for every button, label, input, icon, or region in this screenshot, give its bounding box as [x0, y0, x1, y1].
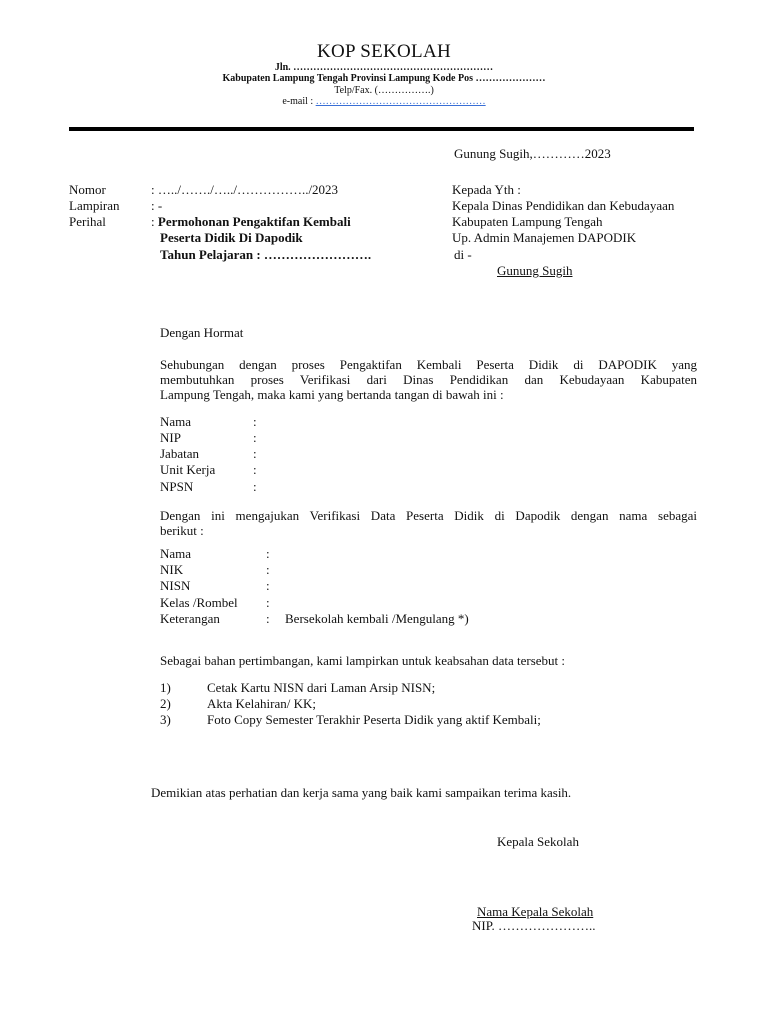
letterhead-district: Kabupaten Lampung Tengah Provinsi Lampung Kode Pos …………………: [222, 73, 546, 84]
lampiran-value: : -: [151, 198, 163, 213]
intro-line: Lampung Tengah, maka kami yang bertanda tangan di bawah ini :: [160, 387, 504, 402]
student-field-colon: :: [266, 562, 270, 577]
attachments-intro: Sebagai bahan pertimbangan, kami lampirkan untuk keabsahan data tersebut :: [160, 653, 566, 668]
recipient-line-1: Kepada Yth :: [452, 182, 521, 197]
perihal-label: Perihal: [69, 214, 106, 229]
signature-name: Nama Kepala Sekolah: [477, 904, 594, 919]
letterhead-divider: [69, 127, 694, 131]
student-field-colon: :: [266, 546, 270, 561]
signer-field-label: Jabatan: [160, 446, 199, 461]
attachment-text: Cetak Kartu NISN dari Laman Arsip NISN;: [207, 680, 436, 695]
student-field-colon: :: [266, 611, 270, 626]
nomor-label: Nomor: [69, 182, 106, 197]
request-line: berikut :: [160, 523, 204, 538]
signer-field-label: Unit Kerja: [160, 462, 216, 477]
perihal-value: [151, 214, 351, 230]
intro-line: membutuhkan proses Verifikasi dari Dinas Pendidikan dan Kebudayaan Kabupaten: [160, 372, 697, 387]
attachment-text: Foto Copy Semester Terakhir Peserta Didik yang aktif Kembali;: [207, 712, 541, 727]
recipient-line-4: Up. Admin Manajemen DAPODIK: [452, 230, 637, 245]
recipient-line-5: di -: [454, 247, 472, 262]
attachment-number: 1): [160, 680, 171, 695]
greeting: Dengan Hormat: [160, 325, 244, 340]
student-field-colon: :: [266, 578, 270, 593]
recipient-line-6: Gunung Sugih: [497, 263, 573, 278]
nomor-value: : …../……./…../……………../2023: [151, 182, 339, 197]
attachment-text: Akta Kelahiran/ KK;: [207, 696, 317, 711]
student-field-label: NIK: [160, 562, 184, 577]
perihal-line-2: Peserta Didik Di Dapodik: [160, 230, 303, 245]
signer-field-label: NPSN: [160, 479, 194, 494]
letterhead-title: KOP SEKOLAH: [316, 41, 452, 62]
email-link[interactable]: ……………………………………………: [315, 96, 486, 107]
student-field-label: Nama: [160, 546, 192, 561]
signer-field-colon: :: [253, 479, 257, 494]
attachment-number: 3): [160, 712, 171, 727]
student-field-label: Kelas /Rombel: [160, 595, 238, 610]
letter-date: Gunung Sugih,…………2023: [454, 146, 611, 161]
signer-field-label: NIP: [160, 430, 181, 445]
perihal-colon: :: [151, 214, 158, 229]
signer-field-label: Nama: [160, 414, 192, 429]
signer-field-colon: :: [253, 446, 257, 461]
recipient-line-3: Kabupaten Lampung Tengah: [452, 214, 603, 229]
letterhead-phone: Telp/Fax. (…………….): [334, 85, 434, 96]
signer-field-colon: :: [253, 430, 257, 445]
intro-paragraph: [160, 357, 697, 402]
attachment-number: 2): [160, 696, 171, 711]
signer-field-colon: :: [253, 414, 257, 429]
perihal-line-3: Tahun Pelajaran : …………………….: [160, 247, 372, 262]
letterhead-street: Jln. ……………………………………………………: [274, 62, 494, 73]
signature-nip: NIP. …………………..: [472, 918, 596, 933]
perihal-line-1: Permohonan Pengaktifan Kembali: [157, 214, 351, 229]
student-field-label: NISN: [160, 578, 191, 593]
letterhead-email: [0, 96, 768, 107]
lampiran-label: Lampiran: [69, 198, 120, 213]
closing-sentence: Demikian atas perhatian dan kerja sama yang baik kami sampaikan terima kasih.: [151, 785, 572, 800]
request-paragraph: [160, 508, 697, 538]
student-field-label: Keterangan: [160, 611, 220, 626]
signer-field-colon: :: [253, 462, 257, 477]
signature-title: Kepala Sekolah: [497, 834, 579, 849]
student-field-colon: :: [266, 595, 270, 610]
email-label: e-mail :: [282, 96, 316, 107]
student-field-value: Bersekolah kembali /Mengulang *): [285, 611, 469, 626]
intro-line: Sehubungan dengan proses Pengaktifan Kembali Peserta Didik di DAPODIK yang: [160, 357, 697, 372]
recipient-line-2: Kepala Dinas Pendidikan dan Kebudayaan: [452, 198, 675, 213]
request-line: Dengan ini mengajukan Verifikasi Data Peserta Didik di Dapodik dengan nama sebagai: [160, 508, 697, 523]
